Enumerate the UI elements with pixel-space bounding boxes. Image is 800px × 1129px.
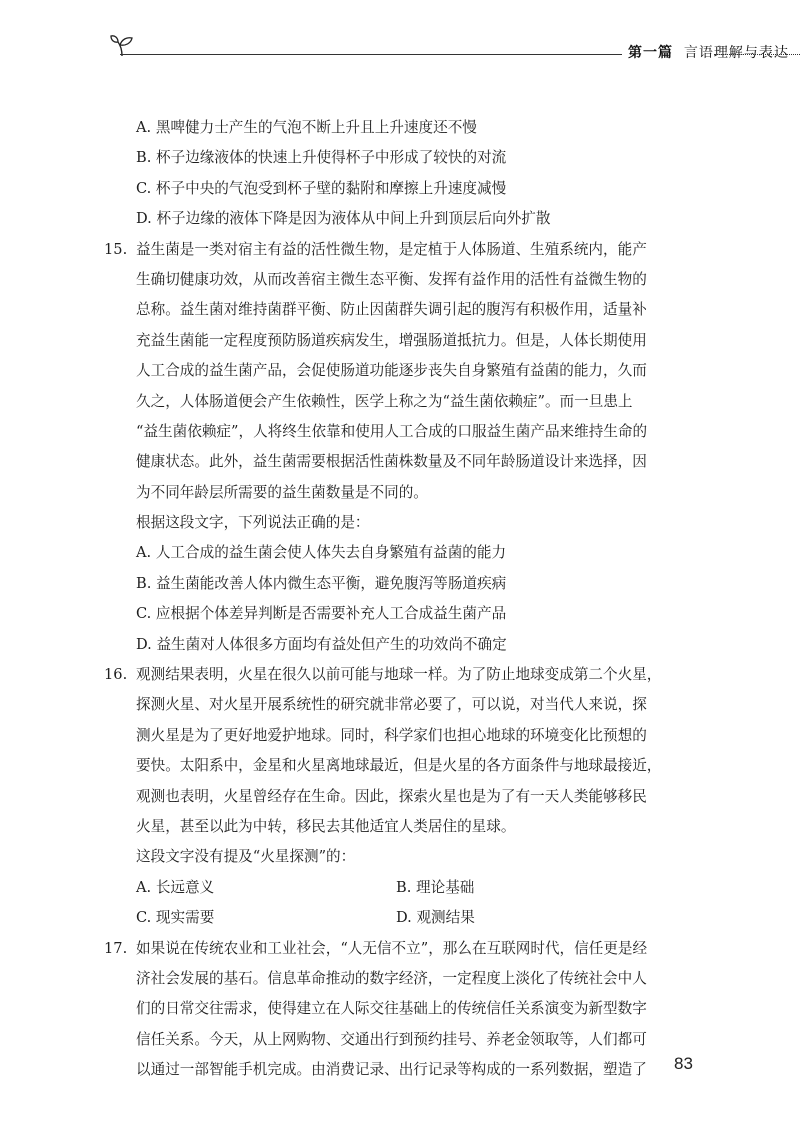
q16-line: 火星，甚至以此为中转，移民去其他适宜人类居住的星球。: [136, 817, 516, 835]
q16-stem: 这段文字没有提及“火星探测”的：: [136, 848, 356, 866]
q15-line: 久之，人体肠道便会产生依赖性，医学上称之为“益生菌依赖症”。而一旦患上: [136, 392, 633, 410]
q16-line: 要快。太阳系中，金星和火星离地球最近，但是火星的各方面条件与地球最接近，: [136, 757, 662, 775]
q16-line: 测火星是为了更好地爱护地球。同时，科学家们也担心地球的环境变化比预想的: [136, 726, 647, 744]
q16-line: 16. 观测结果表明，火星在很久以前可能与地球一样。为了防止地球变成第二个火星，: [0, 660, 800, 690]
q15-line: “益生菌依赖症”，人将终生依靠和使用人工合成的口服益生菌产品来维持生命的: [136, 422, 648, 440]
q15-stem: 根据这段文字，下列说法正确的是：: [136, 514, 370, 532]
header-rule-left: [120, 54, 622, 55]
q16-option-c: C. 现实需要: [136, 909, 215, 927]
q14-option-c: C. 杯子中央的气泡受到杯子壁的黏附和摩擦上升速度减慢: [136, 179, 507, 197]
section-name: 言语理解与表达: [683, 45, 789, 61]
q15-option-a: A. 人工合成的益生菌会使人体失去自身繁殖有益菌的能力: [136, 544, 507, 562]
q16-option-b: B. 理论基础: [396, 878, 475, 896]
q17-line: 济社会发展的基石。信息革命推动的数字经济，一定程度上淡化了传统社会中人: [136, 969, 647, 987]
q15-line: 生确切健康功效，从而改善宿主微生态平衡、发挥有益作用的活性有益微生物的: [136, 270, 647, 288]
q15-line: 人工合成的益生菌产品，会促使肠道功能逐步丧失自身繁殖有益菌的能力，久而: [136, 362, 647, 380]
q15-line: 总称。益生菌对维持菌群平衡、防止因菌群失调引起的腹泻有积极作用，适量补: [136, 301, 647, 319]
section-title: [628, 42, 789, 62]
q15-option-c: C. 应根据个体差异判断是否需要补充人工合成益生菌产品: [136, 605, 507, 623]
q15-line: 充益生菌能一定程度预防肠道疾病发生，增强肠道抵抗力。但是，人体长期使用: [136, 331, 647, 349]
q17-line: 以通过一部智能手机完成。由消费记录、出行记录等构成的一系列数据，塑造了: [136, 1061, 647, 1079]
q15-option-b: B. 益生菌能改善人体内微生态平衡，避免腹泻等肠道疾病: [136, 574, 507, 592]
q17-number: 17.: [104, 939, 128, 957]
q16-options-row-1: [0, 873, 800, 903]
q14-option-a: A. 黑啤健力士产生的气泡不断上升且上升速度还不慢: [136, 119, 477, 136]
page-content: [0, 113, 800, 1086]
header-rule-right: [714, 54, 800, 55]
q15-number: 15.: [104, 240, 128, 258]
q17-line: 们的日常交往需求，使得建立在人际交往基础上的传统信任关系演变为新型数字: [136, 1000, 647, 1018]
q17-line: 17. 如果说在传统农业和工业社会，“人无信不立”，那么在互联网时代，信任更是经: [0, 934, 800, 964]
page-number: 83: [674, 1054, 693, 1073]
q15-line: 健康状态。此外，益生菌需要根据活性菌株数量及不同年龄肠道设计来选择，因: [136, 453, 647, 471]
q16-option-a: A. 长远意义: [136, 878, 215, 896]
q16-number: 16.: [104, 666, 128, 684]
q16-options-row-2: [0, 903, 800, 933]
part-label: 第一篇: [628, 45, 673, 61]
q16-line: 探测火星、对火星开展系统性的研究就非常必要了，可以说，对当代人来说，探: [136, 696, 647, 714]
q16-option-d: D. 观测结果: [396, 909, 475, 927]
q15-line: 15. 益生菌是一类对宿主有益的活性微生物，是定植于人体肠道、生殖系统内，能产: [0, 235, 800, 265]
q15-option-d: D. 益生菌对人体很多方面均有益处但产生的功效尚不确定: [136, 635, 507, 653]
q17-line: 信任关系。今天，从上网购物、交通出行到预约挂号、养老金领取等，人们都可: [136, 1030, 647, 1048]
q16-line: 观测也表明，火星曾经存在生命。因此，探索火星也是为了有一天人类能够移民: [136, 787, 647, 805]
q14-option-d: D. 杯子边缘的液体下降是因为液体从中间上升到顶层后向外扩散: [136, 210, 551, 228]
q14-option-b: B. 杯子边缘液体的快速上升使得杯子中形成了较快的对流: [136, 149, 507, 167]
running-header: [110, 34, 800, 74]
q15-line: 为不同年龄层所需要的益生菌数量是不同的。: [136, 483, 428, 501]
